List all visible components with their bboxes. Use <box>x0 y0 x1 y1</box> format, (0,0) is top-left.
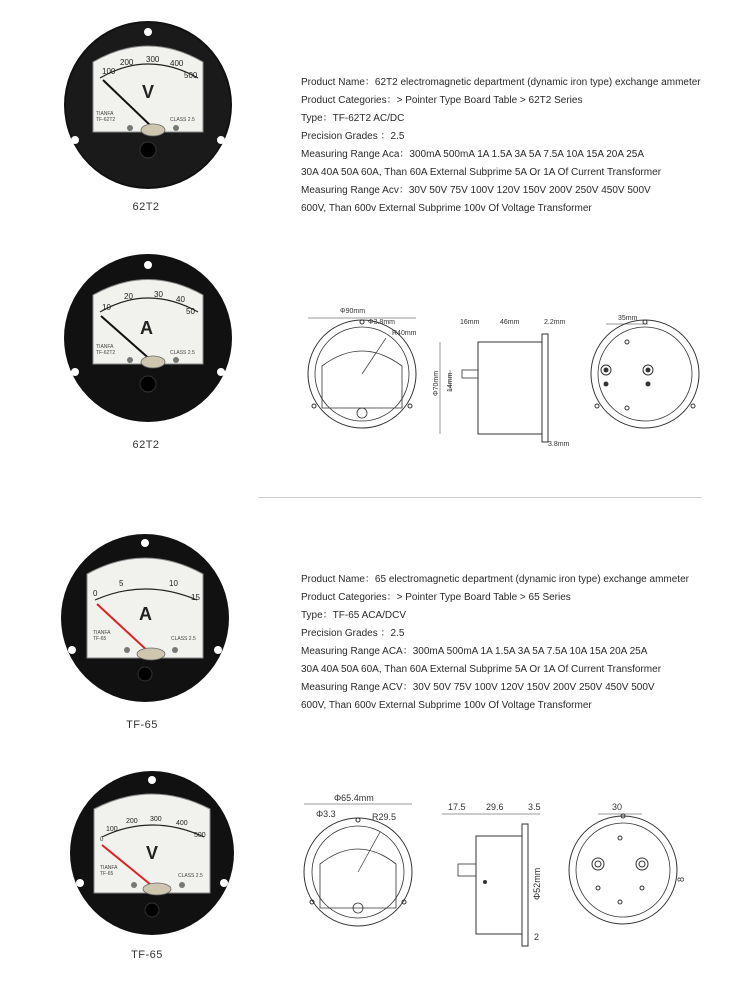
svg-text:300: 300 <box>150 816 162 823</box>
svg-text:3.8mm: 3.8mm <box>548 441 570 448</box>
svg-text:15: 15 <box>191 593 200 602</box>
svg-text:200: 200 <box>120 58 134 67</box>
product-specs-62t2 <box>301 74 701 218</box>
svg-text:400: 400 <box>170 59 184 68</box>
svg-text:CLASS 2.5: CLASS 2.5 <box>171 636 196 642</box>
meter-tf65-ammeter-photo <box>55 530 235 710</box>
spec-line: 600V, Than 600v External Subprime 100v Of Voltage Transformer <box>301 203 592 214</box>
svg-text:CLASS 2.5: CLASS 2.5 <box>170 117 195 123</box>
section-divider <box>258 497 702 498</box>
svg-text:Φ70mm: Φ70mm <box>433 370 440 396</box>
svg-text:R29.5: R29.5 <box>372 812 397 822</box>
svg-text:100: 100 <box>106 826 118 833</box>
svg-text:A: A <box>139 604 152 624</box>
spec-line: Product Categories：> Pointer Type Board Table > 62T2 Series <box>301 95 583 106</box>
spec-line: Type：TF-65 ACA/DCV <box>301 610 407 621</box>
spec-line: Measuring Range Aca：300mA 500mA 1A 1.5A 3A 5A 7.5A 10A 15A 20A 25A <box>301 149 645 160</box>
spec-line: Precision Grades ：2.5 <box>301 628 405 639</box>
svg-text:500: 500 <box>194 832 206 839</box>
product-specs-tf65 <box>301 571 689 715</box>
svg-text:CLASS 2.5: CLASS 2.5 <box>170 350 195 356</box>
svg-text:46mm: 46mm <box>500 319 520 326</box>
svg-text:300: 300 <box>146 55 160 64</box>
svg-text:Φ90mm: Φ90mm <box>340 308 366 315</box>
svg-text:TIANFA: TIANFA <box>100 865 118 871</box>
spec-line: 30A 40A 50A 60A, Than 60A External Subprime 5A Or 1A Of Current Transformer <box>301 664 662 675</box>
spec-line: Product Categories：> Pointer Type Board Table > 65 Series <box>301 592 571 603</box>
svg-text:14mm: 14mm <box>447 372 454 392</box>
svg-text:A: A <box>140 318 153 338</box>
svg-text:10: 10 <box>169 579 178 588</box>
svg-text:3.5: 3.5 <box>528 802 541 812</box>
meter-62t2-voltmeter-photo <box>58 20 238 195</box>
meter-caption: 62T2 <box>132 201 160 213</box>
svg-text:Φ65.4mm: Φ65.4mm <box>334 793 374 803</box>
svg-text:Φ52mm: Φ52mm <box>532 867 542 900</box>
dimension-drawing-tf65 <box>300 790 700 950</box>
svg-text:CLASS 2.5: CLASS 2.5 <box>178 873 203 879</box>
svg-text:5: 5 <box>119 579 124 588</box>
spec-line: 600V, Than 600v External Subprime 100v Of Voltage Transformer <box>301 700 592 711</box>
svg-text:0: 0 <box>93 589 98 598</box>
meter-tf65-voltmeter-photo <box>62 765 242 945</box>
spec-line: Type：TF-62T2 AC/DC <box>301 113 405 124</box>
svg-text:TF-62T2: TF-62T2 <box>96 117 116 123</box>
spec-line: Measuring Range ACA：300mA 500mA 1A 1.5A 3A 5A 7.5A 10A 15A 20A 25A <box>301 646 648 657</box>
svg-text:400: 400 <box>176 820 188 827</box>
svg-text:TF-62T2: TF-62T2 <box>96 350 116 356</box>
dimension-drawing-62t2 <box>300 296 700 456</box>
svg-text:500: 500 <box>184 71 198 80</box>
svg-text:20: 20 <box>124 292 133 301</box>
meter-caption: 62T2 <box>132 439 160 451</box>
svg-text:TIANFA: TIANFA <box>96 344 114 350</box>
spec-line: Precision Grades ：2.5 <box>301 131 405 142</box>
svg-text:50: 50 <box>186 307 195 316</box>
svg-text:TIANFA: TIANFA <box>93 630 111 636</box>
svg-text:30: 30 <box>154 290 163 299</box>
svg-text:TIANFA: TIANFA <box>96 111 114 117</box>
svg-text:200: 200 <box>126 818 138 825</box>
svg-text:29.6: 29.6 <box>486 802 504 812</box>
svg-text:R40mm: R40mm <box>392 330 417 337</box>
spec-line: Product Name：62T2 electromagnetic department (dynamic iron type) exchange ammeter <box>301 77 701 88</box>
svg-text:2.2mm: 2.2mm <box>544 319 566 326</box>
svg-text:17.5: 17.5 <box>448 802 466 812</box>
svg-text:16mm: 16mm <box>460 319 480 326</box>
svg-text:Φ3.8mm: Φ3.8mm <box>368 319 395 326</box>
svg-text:10: 10 <box>102 303 111 312</box>
svg-text:V: V <box>146 843 159 863</box>
meter-62t2-ammeter-photo <box>58 250 238 430</box>
spec-line: Measuring Range Acv：30V 50V 75V 100V 120V 150V 200V 250V 450V 500V <box>301 185 651 196</box>
svg-text:V: V <box>142 82 155 102</box>
svg-text:35mm: 35mm <box>618 315 638 322</box>
meter-caption: TF-65 <box>131 949 163 961</box>
svg-text:30: 30 <box>612 802 623 812</box>
svg-text:40: 40 <box>176 295 185 304</box>
svg-text:TF-65: TF-65 <box>93 636 107 642</box>
spec-line: 30A 40A 50A 60A, Than 60A External Subprime 5A Or 1A Of Current Transformer <box>301 167 662 178</box>
svg-text:Φ3.3: Φ3.3 <box>316 809 336 819</box>
spec-line: Product Name：65 electromagnetic department (dynamic iron type) exchange ammeter <box>301 574 689 585</box>
meter-caption: TF-65 <box>126 719 158 731</box>
svg-text:2: 2 <box>534 932 540 942</box>
svg-text:100: 100 <box>102 67 116 76</box>
svg-text:8: 8 <box>676 876 686 882</box>
svg-text:0: 0 <box>100 837 104 843</box>
svg-text:TF-65: TF-65 <box>100 871 114 877</box>
spec-line: Measuring Range ACV：30V 50V 75V 100V 120V 150V 200V 250V 450V 500V <box>301 682 655 693</box>
